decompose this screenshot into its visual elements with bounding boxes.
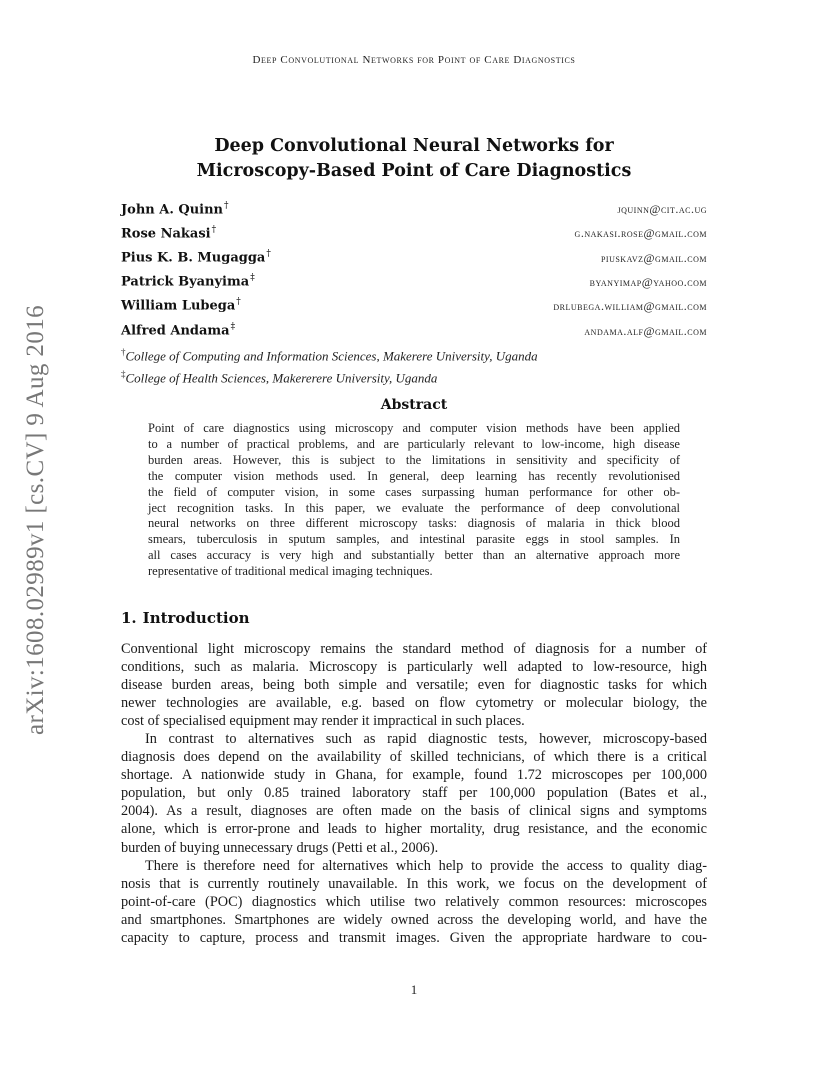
author-email: g.nakasi.rose@gmail.com	[574, 226, 707, 241]
affiliation-mark: †	[121, 347, 126, 357]
paragraph	[121, 857, 707, 947]
paragraph-line: There is therefore need for alternatives which help to provide the access to quality diag-	[145, 857, 707, 874]
affiliation-line: †College of Computing and Information Sciences, Makerere University, Uganda	[121, 347, 538, 364]
abstract-line: the field of computer vision, in some cases surpassing human performance for other ob-	[148, 484, 680, 499]
abstract-line: smears, tuberculosis in sputum samples, and intestinal parasite eggs in stool samples. In	[148, 532, 680, 547]
author-list	[121, 201, 707, 347]
author-name: Pius K. B. Mugagga†	[121, 249, 271, 266]
affiliation-mark: †	[266, 249, 271, 260]
abstract-line: to a number of practical problems, and are particularly relevant to low-income, high disease	[148, 436, 680, 451]
running-header: Deep Convolutional Networks for Point of Care Diagnostics	[252, 54, 576, 66]
paragraph-line: and smartphones. Smartphones are widely owned across the developing world, and have the	[121, 911, 707, 928]
affiliation-mark: †	[211, 225, 217, 236]
page-number: 1	[410, 982, 418, 997]
paper-title	[0, 134, 828, 184]
author-row	[121, 297, 707, 321]
paragraph-line: cost of specialised equipment may render it impractical in such places.	[121, 713, 525, 730]
author-email: andama.alf@gmail.com	[584, 323, 707, 338]
paragraph-line: population, but only 0.85 trained laboratory staff per 100,000 population (Bates et al.,	[121, 785, 707, 802]
affiliation-mark: †	[236, 297, 241, 308]
paper-title-line-1: Deep Convolutional Neural Networks for	[214, 136, 614, 156]
paragraph	[121, 730, 707, 856]
paragraph-line: disease burden areas, being both simple and versatile; even for diagnostic tasks for which	[121, 677, 707, 694]
section-title: Introduction	[142, 609, 250, 627]
body-text	[121, 640, 707, 947]
author-name: Patrick Byanyima‡	[121, 273, 255, 290]
abstract-line: ject recognition tasks. In this paper, we evaluate the performance of deep convolutional	[148, 500, 680, 515]
paragraph-line: diagnosis does depend on the availability of skilled technicians, of which there is a critical	[121, 749, 707, 766]
paragraph-line: capacity to capture, process and transmit images. Given the appropriate hardware to cou-	[121, 929, 707, 946]
paragraph	[121, 640, 707, 730]
paragraph-line: In contrast to alternatives such as rapid diagnostic tests, however, microscopy-based	[145, 731, 707, 748]
affiliation-mark: ‡	[230, 322, 236, 333]
author-name: William Lubega†	[121, 297, 241, 314]
author-row	[121, 249, 707, 273]
abstract-line: representative of traditional medical imaging techniques.	[148, 564, 433, 579]
section-number: 1.	[121, 609, 137, 627]
affiliations	[121, 343, 721, 388]
affiliation-mark: ‡	[121, 369, 126, 380]
abstract-line: Point of care diagnostics using microscopy and computer vision methods have been applied	[148, 421, 680, 435]
abstract-heading: Abstract	[380, 397, 448, 413]
author-email: piuskavz@gmail.com	[600, 250, 707, 265]
paragraph-line: 2004). As a result, diagnoses are often made on the basis of clinical signs and symptoms	[121, 803, 707, 820]
arxiv-identifier	[14, 290, 58, 750]
author-email: drlubega.william@gmail.com	[553, 298, 707, 313]
affiliation-line: ‡College of Health Sciences, Makererere University, Uganda	[121, 369, 438, 386]
abstract-body	[148, 421, 680, 580]
paper-title-line-2: Microscopy-Based Point of Care Diagnostics	[196, 161, 632, 181]
abstract-line: the computer vision methods used. In general, deep learning has recently revolutionised	[148, 468, 680, 483]
author-name: John A. Quinn†	[121, 201, 229, 218]
author-name: Alfred Andama‡	[121, 322, 236, 339]
section-heading	[121, 609, 250, 627]
abstract-line: neural networks on three different microscopy tasks: diagnosis of malaria in thick blood	[148, 516, 680, 531]
affiliation-mark: †	[224, 201, 229, 211]
abstract-line: burden areas. However, this is subject to the limitations in sensitivity and specificity of	[148, 452, 680, 467]
affiliation-mark: ‡	[250, 273, 255, 284]
paragraph-line: newer technologies are available, e.g. based on flow cytometry or molecular biology, the	[121, 695, 707, 712]
arxiv-identifier-text: arXiv:1608.02989v1 [cs.CV] 9 Aug 2016	[22, 304, 50, 736]
author-email: jquinn@cit.ac.ug	[617, 202, 707, 217]
author-row	[121, 273, 707, 297]
author-name: Rose Nakasi†	[121, 225, 217, 242]
paragraph-line: alone, which is error-prone and leads to higher mortality, drug resistance, and the economic	[121, 821, 707, 838]
paragraph-line: Conventional light microscopy remains the standard method of diagnosis for a number of	[121, 641, 707, 657]
paragraph-line: point-of-care (POC) diagnostics which utilise two relatively common resources: microscopes	[121, 893, 707, 910]
author-email: byanyimap@yahoo.com	[589, 274, 707, 289]
paragraph-line: burden of buying unnecessary drugs (Petti et al., 2006).	[121, 839, 439, 856]
paragraph-line: conditions, such as malaria. Microscopy is particularly well adapted to low-resource, high	[121, 659, 707, 676]
paragraph-line: shortage. A nationwide study in Ghana, for example, found 1.72 microscopes per 100,000	[121, 767, 707, 784]
abstract-line: all cases accuracy is very high and substantially better than an alternative approach more	[148, 548, 680, 563]
author-row	[121, 225, 707, 249]
author-row	[121, 201, 707, 225]
paragraph-line: nosis that is currently routinely unavailable. In this work, we focus on the development of	[121, 875, 707, 892]
